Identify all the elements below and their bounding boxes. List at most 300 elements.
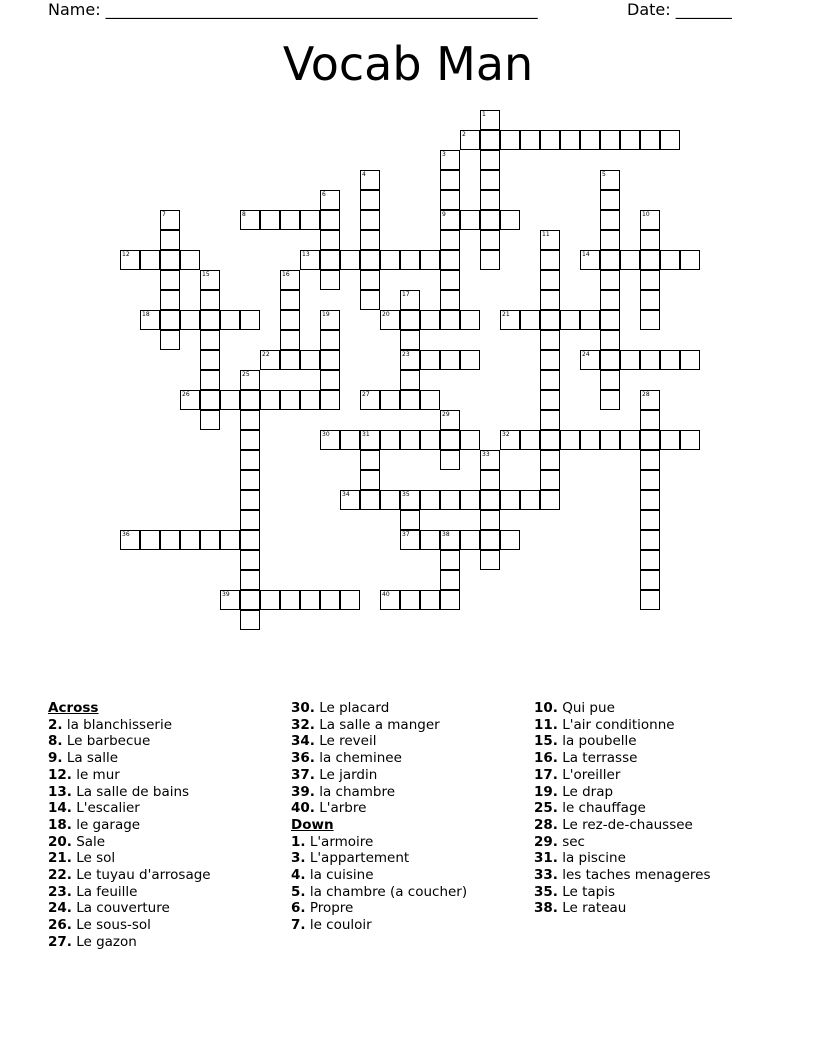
grid-cell[interactable] — [420, 390, 440, 410]
grid-cell[interactable] — [360, 490, 380, 510]
grid-cell[interactable] — [240, 410, 260, 430]
grid-cell[interactable] — [400, 510, 420, 530]
grid-cell[interactable] — [400, 590, 420, 610]
clue-item-number: 23. — [48, 883, 72, 900]
grid-cell[interactable] — [160, 290, 180, 310]
grid-cell[interactable] — [640, 430, 660, 450]
grid-cell[interactable] — [440, 410, 460, 430]
grid-cell[interactable] — [380, 590, 400, 610]
grid-cell[interactable] — [240, 370, 260, 390]
grid-cell[interactable] — [540, 230, 560, 250]
grid-cell[interactable] — [320, 590, 340, 610]
clue-item — [291, 834, 467, 851]
grid-cell[interactable] — [240, 470, 260, 490]
clue-number: 34 — [342, 491, 350, 498]
grid-cell[interactable] — [420, 490, 440, 510]
clue-number: 27 — [362, 391, 370, 398]
grid-cell[interactable] — [420, 530, 440, 550]
clue-item-number: 5. — [291, 883, 306, 900]
clue-item — [291, 784, 467, 801]
grid-cell[interactable] — [200, 530, 220, 550]
grid-cell[interactable] — [420, 310, 440, 330]
grid-cell[interactable] — [400, 290, 420, 310]
grid-cell[interactable] — [240, 450, 260, 470]
grid-cell[interactable] — [300, 350, 320, 370]
grid-cell[interactable] — [360, 250, 380, 270]
grid-cell[interactable] — [300, 590, 320, 610]
grid-cell[interactable] — [320, 370, 340, 390]
grid-cell[interactable] — [460, 530, 480, 550]
grid-cell[interactable] — [480, 130, 500, 150]
grid-cell[interactable] — [320, 230, 340, 250]
grid-cell[interactable] — [420, 430, 440, 450]
grid-cell[interactable] — [620, 250, 640, 270]
grid-cell[interactable] — [300, 250, 320, 270]
grid-cell[interactable] — [220, 390, 240, 410]
grid-cell[interactable] — [440, 310, 460, 330]
clue-number: 3 — [442, 151, 446, 158]
grid-cell[interactable] — [440, 530, 460, 550]
grid-cell[interactable] — [460, 490, 480, 510]
grid-cell[interactable] — [620, 130, 640, 150]
clue-item — [291, 884, 467, 901]
clue-item — [291, 850, 467, 867]
grid-cell[interactable] — [200, 290, 220, 310]
grid-cell[interactable] — [360, 450, 380, 470]
clue-item — [48, 750, 211, 767]
grid-cell[interactable] — [200, 410, 220, 430]
grid-cell[interactable] — [160, 250, 180, 270]
grid-cell[interactable] — [520, 310, 540, 330]
grid-cell[interactable] — [540, 290, 560, 310]
grid-cell[interactable] — [500, 310, 520, 330]
grid-cell[interactable] — [320, 210, 340, 230]
grid-cell[interactable] — [440, 210, 460, 230]
grid-cell[interactable] — [320, 310, 340, 330]
clue-number: 16 — [282, 271, 290, 278]
grid-cell[interactable] — [200, 350, 220, 370]
grid-cell[interactable] — [580, 430, 600, 450]
grid-cell[interactable] — [600, 170, 620, 190]
grid-cell[interactable] — [320, 190, 340, 210]
grid-cell[interactable] — [540, 130, 560, 150]
clue-item-text: la cheminee — [314, 750, 402, 767]
clue-item — [291, 900, 467, 917]
grid-cell[interactable] — [220, 590, 240, 610]
clue-number: 39 — [222, 591, 230, 598]
grid-cell[interactable] — [280, 330, 300, 350]
grid-cell[interactable] — [160, 310, 180, 330]
grid-cell[interactable] — [480, 530, 500, 550]
grid-cell[interactable] — [440, 250, 460, 270]
grid-cell[interactable] — [640, 490, 660, 510]
grid-cell[interactable] — [200, 270, 220, 290]
clue-item-text: L'appartement — [305, 850, 410, 867]
grid-cell[interactable] — [220, 310, 240, 330]
grid-cell[interactable] — [560, 310, 580, 330]
grid-cell[interactable] — [240, 210, 260, 230]
grid-cell[interactable] — [240, 490, 260, 510]
grid-cell[interactable] — [640, 250, 660, 270]
grid-cell[interactable] — [260, 390, 280, 410]
grid-cell[interactable] — [580, 250, 600, 270]
grid-cell[interactable] — [400, 530, 420, 550]
clue-item-text: La feuille — [71, 883, 138, 900]
clue-number: 18 — [142, 311, 150, 318]
grid-cell[interactable] — [480, 230, 500, 250]
grid-cell[interactable] — [180, 310, 200, 330]
clue-item-text: L'oreiller — [557, 766, 621, 783]
grid-cell[interactable] — [600, 370, 620, 390]
clue-item-number: 32. — [291, 716, 315, 733]
grid-cell[interactable] — [160, 530, 180, 550]
grid-cell[interactable] — [680, 250, 700, 270]
clue-number: 9 — [442, 211, 446, 218]
grid-cell[interactable] — [340, 250, 360, 270]
clue-item — [48, 733, 211, 750]
grid-cell[interactable] — [600, 350, 620, 370]
clue-item — [48, 850, 211, 867]
grid-cell[interactable] — [240, 310, 260, 330]
clue-item — [48, 934, 211, 951]
clue-item-text: le garage — [71, 816, 141, 833]
grid-cell[interactable] — [480, 250, 500, 270]
grid-cell[interactable] — [640, 270, 660, 290]
grid-cell[interactable] — [600, 130, 620, 150]
grid-cell[interactable] — [400, 350, 420, 370]
grid-cell[interactable] — [640, 510, 660, 530]
grid-cell[interactable] — [500, 490, 520, 510]
grid-cell[interactable] — [460, 130, 480, 150]
grid-cell[interactable] — [480, 490, 500, 510]
grid-cell[interactable] — [240, 510, 260, 530]
grid-cell[interactable] — [380, 250, 400, 270]
grid-cell[interactable] — [340, 430, 360, 450]
grid-cell[interactable] — [460, 350, 480, 370]
grid-cell[interactable] — [280, 270, 300, 290]
grid-cell[interactable] — [540, 250, 560, 270]
grid-cell[interactable] — [180, 250, 200, 270]
grid-cell[interactable] — [680, 350, 700, 370]
page-title: Vocab Man — [282, 37, 534, 91]
grid-cell[interactable] — [420, 250, 440, 270]
clue-item-number: 20. — [48, 833, 72, 850]
date-field-label: Date: _______ — [627, 0, 732, 19]
grid-cell[interactable] — [440, 170, 460, 190]
grid-cell[interactable] — [440, 190, 460, 210]
grid-cell[interactable] — [680, 430, 700, 450]
grid-cell[interactable] — [600, 230, 620, 250]
clue-item-number: 27. — [48, 933, 72, 950]
grid-cell[interactable] — [280, 390, 300, 410]
grid-cell[interactable] — [240, 390, 260, 410]
grid-cell[interactable] — [600, 290, 620, 310]
grid-cell[interactable] — [500, 430, 520, 450]
clue-number: 21 — [502, 311, 510, 318]
grid-cell[interactable] — [140, 250, 160, 270]
grid-cell[interactable] — [600, 190, 620, 210]
grid-cell[interactable] — [460, 310, 480, 330]
grid-cell[interactable] — [540, 370, 560, 390]
clue-number: 31 — [362, 431, 370, 438]
clue-number: 11 — [542, 231, 550, 238]
grid-cell[interactable] — [440, 270, 460, 290]
grid-cell[interactable] — [440, 230, 460, 250]
grid-cell[interactable] — [380, 390, 400, 410]
grid-cell[interactable] — [480, 110, 500, 130]
grid-cell[interactable] — [280, 310, 300, 330]
grid-cell[interactable] — [380, 430, 400, 450]
grid-cell[interactable] — [640, 290, 660, 310]
grid-cell[interactable] — [120, 250, 140, 270]
grid-cell[interactable] — [320, 430, 340, 450]
grid-cell[interactable] — [480, 550, 500, 570]
clue-number: 12 — [122, 251, 130, 258]
grid-cell[interactable] — [300, 390, 320, 410]
grid-cell[interactable] — [520, 130, 540, 150]
clue-number: 4 — [362, 171, 366, 178]
clue-item-number: 31. — [534, 850, 558, 867]
grid-cell[interactable] — [480, 170, 500, 190]
grid-cell[interactable] — [400, 310, 420, 330]
grid-cell[interactable] — [200, 370, 220, 390]
grid-cell[interactable] — [320, 270, 340, 290]
grid-cell[interactable] — [540, 350, 560, 370]
grid-cell[interactable] — [160, 230, 180, 250]
grid-cell[interactable] — [160, 330, 180, 350]
grid-cell[interactable] — [540, 410, 560, 430]
grid-cell[interactable] — [480, 210, 500, 230]
grid-cell[interactable] — [640, 450, 660, 470]
clue-item-number: 7. — [291, 917, 306, 934]
grid-cell[interactable] — [660, 430, 680, 450]
grid-cell[interactable] — [360, 210, 380, 230]
grid-cell[interactable] — [500, 530, 520, 550]
grid-cell[interactable] — [280, 590, 300, 610]
grid-cell[interactable] — [280, 210, 300, 230]
clue-item — [534, 850, 711, 867]
grid-cell[interactable] — [380, 310, 400, 330]
grid-cell[interactable] — [580, 350, 600, 370]
clue-item-number: 29. — [534, 833, 558, 850]
grid-cell[interactable] — [340, 590, 360, 610]
grid-cell[interactable] — [640, 210, 660, 230]
grid-cell[interactable] — [400, 430, 420, 450]
grid-cell[interactable] — [580, 130, 600, 150]
clue-number: 28 — [642, 391, 650, 398]
grid-cell[interactable] — [620, 430, 640, 450]
clue-item-number: 36. — [291, 750, 315, 767]
clue-number: 19 — [322, 311, 330, 318]
grid-cell[interactable] — [540, 490, 560, 510]
clue-item-number: 13. — [48, 783, 72, 800]
clue-item-text: La terrasse — [557, 750, 638, 767]
grid-cell[interactable] — [600, 270, 620, 290]
grid-cell[interactable] — [440, 430, 460, 450]
grid-cell[interactable] — [440, 590, 460, 610]
grid-cell[interactable] — [400, 490, 420, 510]
grid-cell[interactable] — [440, 490, 460, 510]
grid-cell[interactable] — [540, 310, 560, 330]
grid-cell[interactable] — [400, 250, 420, 270]
grid-cell[interactable] — [140, 310, 160, 330]
grid-cell[interactable] — [260, 210, 280, 230]
clue-item — [534, 767, 711, 784]
grid-cell[interactable] — [540, 430, 560, 450]
clue-item — [291, 733, 467, 750]
grid-cell[interactable] — [360, 470, 380, 490]
grid-cell[interactable] — [640, 390, 660, 410]
grid-cell[interactable] — [440, 350, 460, 370]
clue-item — [48, 784, 211, 801]
grid-cell[interactable] — [540, 330, 560, 350]
grid-cell[interactable] — [540, 470, 560, 490]
grid-cell[interactable] — [520, 430, 540, 450]
grid-cell[interactable] — [540, 390, 560, 410]
grid-cell[interactable] — [280, 290, 300, 310]
header — [0, 0, 816, 20]
grid-cell[interactable] — [240, 430, 260, 450]
grid-cell[interactable] — [320, 250, 340, 270]
grid-cell[interactable] — [640, 590, 660, 610]
grid-cell[interactable] — [600, 430, 620, 450]
clue-number: 25 — [242, 371, 250, 378]
grid-cell[interactable] — [600, 210, 620, 230]
grid-cell[interactable] — [200, 310, 220, 330]
grid-cell[interactable] — [460, 430, 480, 450]
grid-cell[interactable] — [360, 430, 380, 450]
grid-cell[interactable] — [320, 390, 340, 410]
grid-cell[interactable] — [320, 350, 340, 370]
grid-cell[interactable] — [580, 310, 600, 330]
grid-cell[interactable] — [180, 530, 200, 550]
grid-cell[interactable] — [280, 350, 300, 370]
grid-cell[interactable] — [360, 230, 380, 250]
grid-cell[interactable] — [640, 310, 660, 330]
clue-item-text: le mur — [71, 766, 120, 783]
grid-cell[interactable] — [640, 530, 660, 550]
grid-cell[interactable] — [260, 350, 280, 370]
clue-item-text: L'escalier — [71, 800, 140, 817]
grid-cell[interactable] — [500, 210, 520, 230]
grid-cell[interactable] — [240, 590, 260, 610]
grid-cell[interactable] — [480, 450, 500, 470]
grid-cell[interactable] — [180, 390, 200, 410]
grid-cell[interactable] — [600, 390, 620, 410]
grid-cell[interactable] — [640, 470, 660, 490]
clue-item-text: le couloir — [305, 917, 372, 934]
grid-cell[interactable] — [240, 550, 260, 570]
grid-cell[interactable] — [400, 390, 420, 410]
grid-cell[interactable] — [460, 210, 480, 230]
grid-cell[interactable] — [420, 590, 440, 610]
grid-cell[interactable] — [160, 210, 180, 230]
grid-cell[interactable] — [660, 130, 680, 150]
grid-cell[interactable] — [200, 330, 220, 350]
grid-cell[interactable] — [480, 150, 500, 170]
grid-cell[interactable] — [640, 130, 660, 150]
grid-cell[interactable] — [560, 130, 580, 150]
grid-cell[interactable] — [360, 170, 380, 190]
name-field-label: Name: ______________________________________________________ — [48, 0, 538, 19]
grid-cell[interactable] — [540, 270, 560, 290]
clue-item — [291, 800, 467, 817]
grid-cell[interactable] — [480, 470, 500, 490]
grid-cell[interactable] — [600, 250, 620, 270]
grid-cell[interactable] — [500, 130, 520, 150]
grid-cell[interactable] — [400, 370, 420, 390]
grid-cell[interactable] — [360, 390, 380, 410]
clue-item-number: 28. — [534, 816, 558, 833]
grid-cell[interactable] — [240, 570, 260, 590]
grid-cell[interactable] — [360, 190, 380, 210]
clue-item — [534, 800, 711, 817]
grid-cell[interactable] — [640, 350, 660, 370]
grid-cell[interactable] — [560, 430, 580, 450]
clue-item-text: Le sol — [71, 850, 116, 867]
clue-number: 13 — [302, 251, 310, 258]
grid-cell[interactable] — [240, 610, 260, 630]
grid-cell[interactable] — [140, 530, 160, 550]
clue-item — [48, 884, 211, 901]
grid-cell[interactable] — [660, 350, 680, 370]
grid-cell[interactable] — [640, 230, 660, 250]
clue-item-number: 17. — [534, 766, 558, 783]
grid-cell[interactable] — [620, 350, 640, 370]
grid-cell[interactable] — [440, 450, 460, 470]
grid-cell[interactable] — [660, 250, 680, 270]
grid-cell[interactable] — [220, 530, 240, 550]
grid-cell[interactable] — [600, 310, 620, 330]
grid-cell[interactable] — [440, 290, 460, 310]
grid-cell[interactable] — [480, 190, 500, 210]
clue-number: 10 — [642, 211, 650, 218]
grid-cell[interactable] — [440, 550, 460, 570]
grid-cell[interactable] — [320, 330, 340, 350]
across-heading: Across — [48, 700, 99, 716]
grid-cell[interactable] — [300, 210, 320, 230]
grid-cell[interactable] — [540, 450, 560, 470]
clue-number: 26 — [182, 391, 190, 398]
grid-cell[interactable] — [160, 270, 180, 290]
grid-cell[interactable] — [240, 530, 260, 550]
clue-item — [534, 750, 711, 767]
grid-cell[interactable] — [380, 490, 400, 510]
clue-item-text: Le reveil — [314, 733, 377, 750]
grid-cell[interactable] — [120, 530, 140, 550]
grid-cell[interactable] — [360, 290, 380, 310]
grid-cell[interactable] — [600, 330, 620, 350]
clue-number: 7 — [162, 211, 166, 218]
grid-cell[interactable] — [260, 590, 280, 610]
clue-item — [48, 900, 211, 917]
grid-cell[interactable] — [200, 390, 220, 410]
grid-cell[interactable] — [440, 570, 460, 590]
grid-cell[interactable] — [420, 350, 440, 370]
grid-cell[interactable] — [520, 490, 540, 510]
grid-cell[interactable] — [340, 490, 360, 510]
grid-cell[interactable] — [640, 550, 660, 570]
clue-item-text: Le rez-de-chaussee — [557, 816, 693, 833]
clue-item-number: 8. — [48, 733, 63, 750]
clue-column-3 — [534, 700, 711, 917]
grid-cell[interactable] — [360, 270, 380, 290]
grid-cell[interactable] — [480, 510, 500, 530]
grid-cell[interactable] — [400, 330, 420, 350]
grid-cell[interactable] — [640, 410, 660, 430]
grid-cell[interactable] — [440, 150, 460, 170]
grid-cell[interactable] — [640, 570, 660, 590]
